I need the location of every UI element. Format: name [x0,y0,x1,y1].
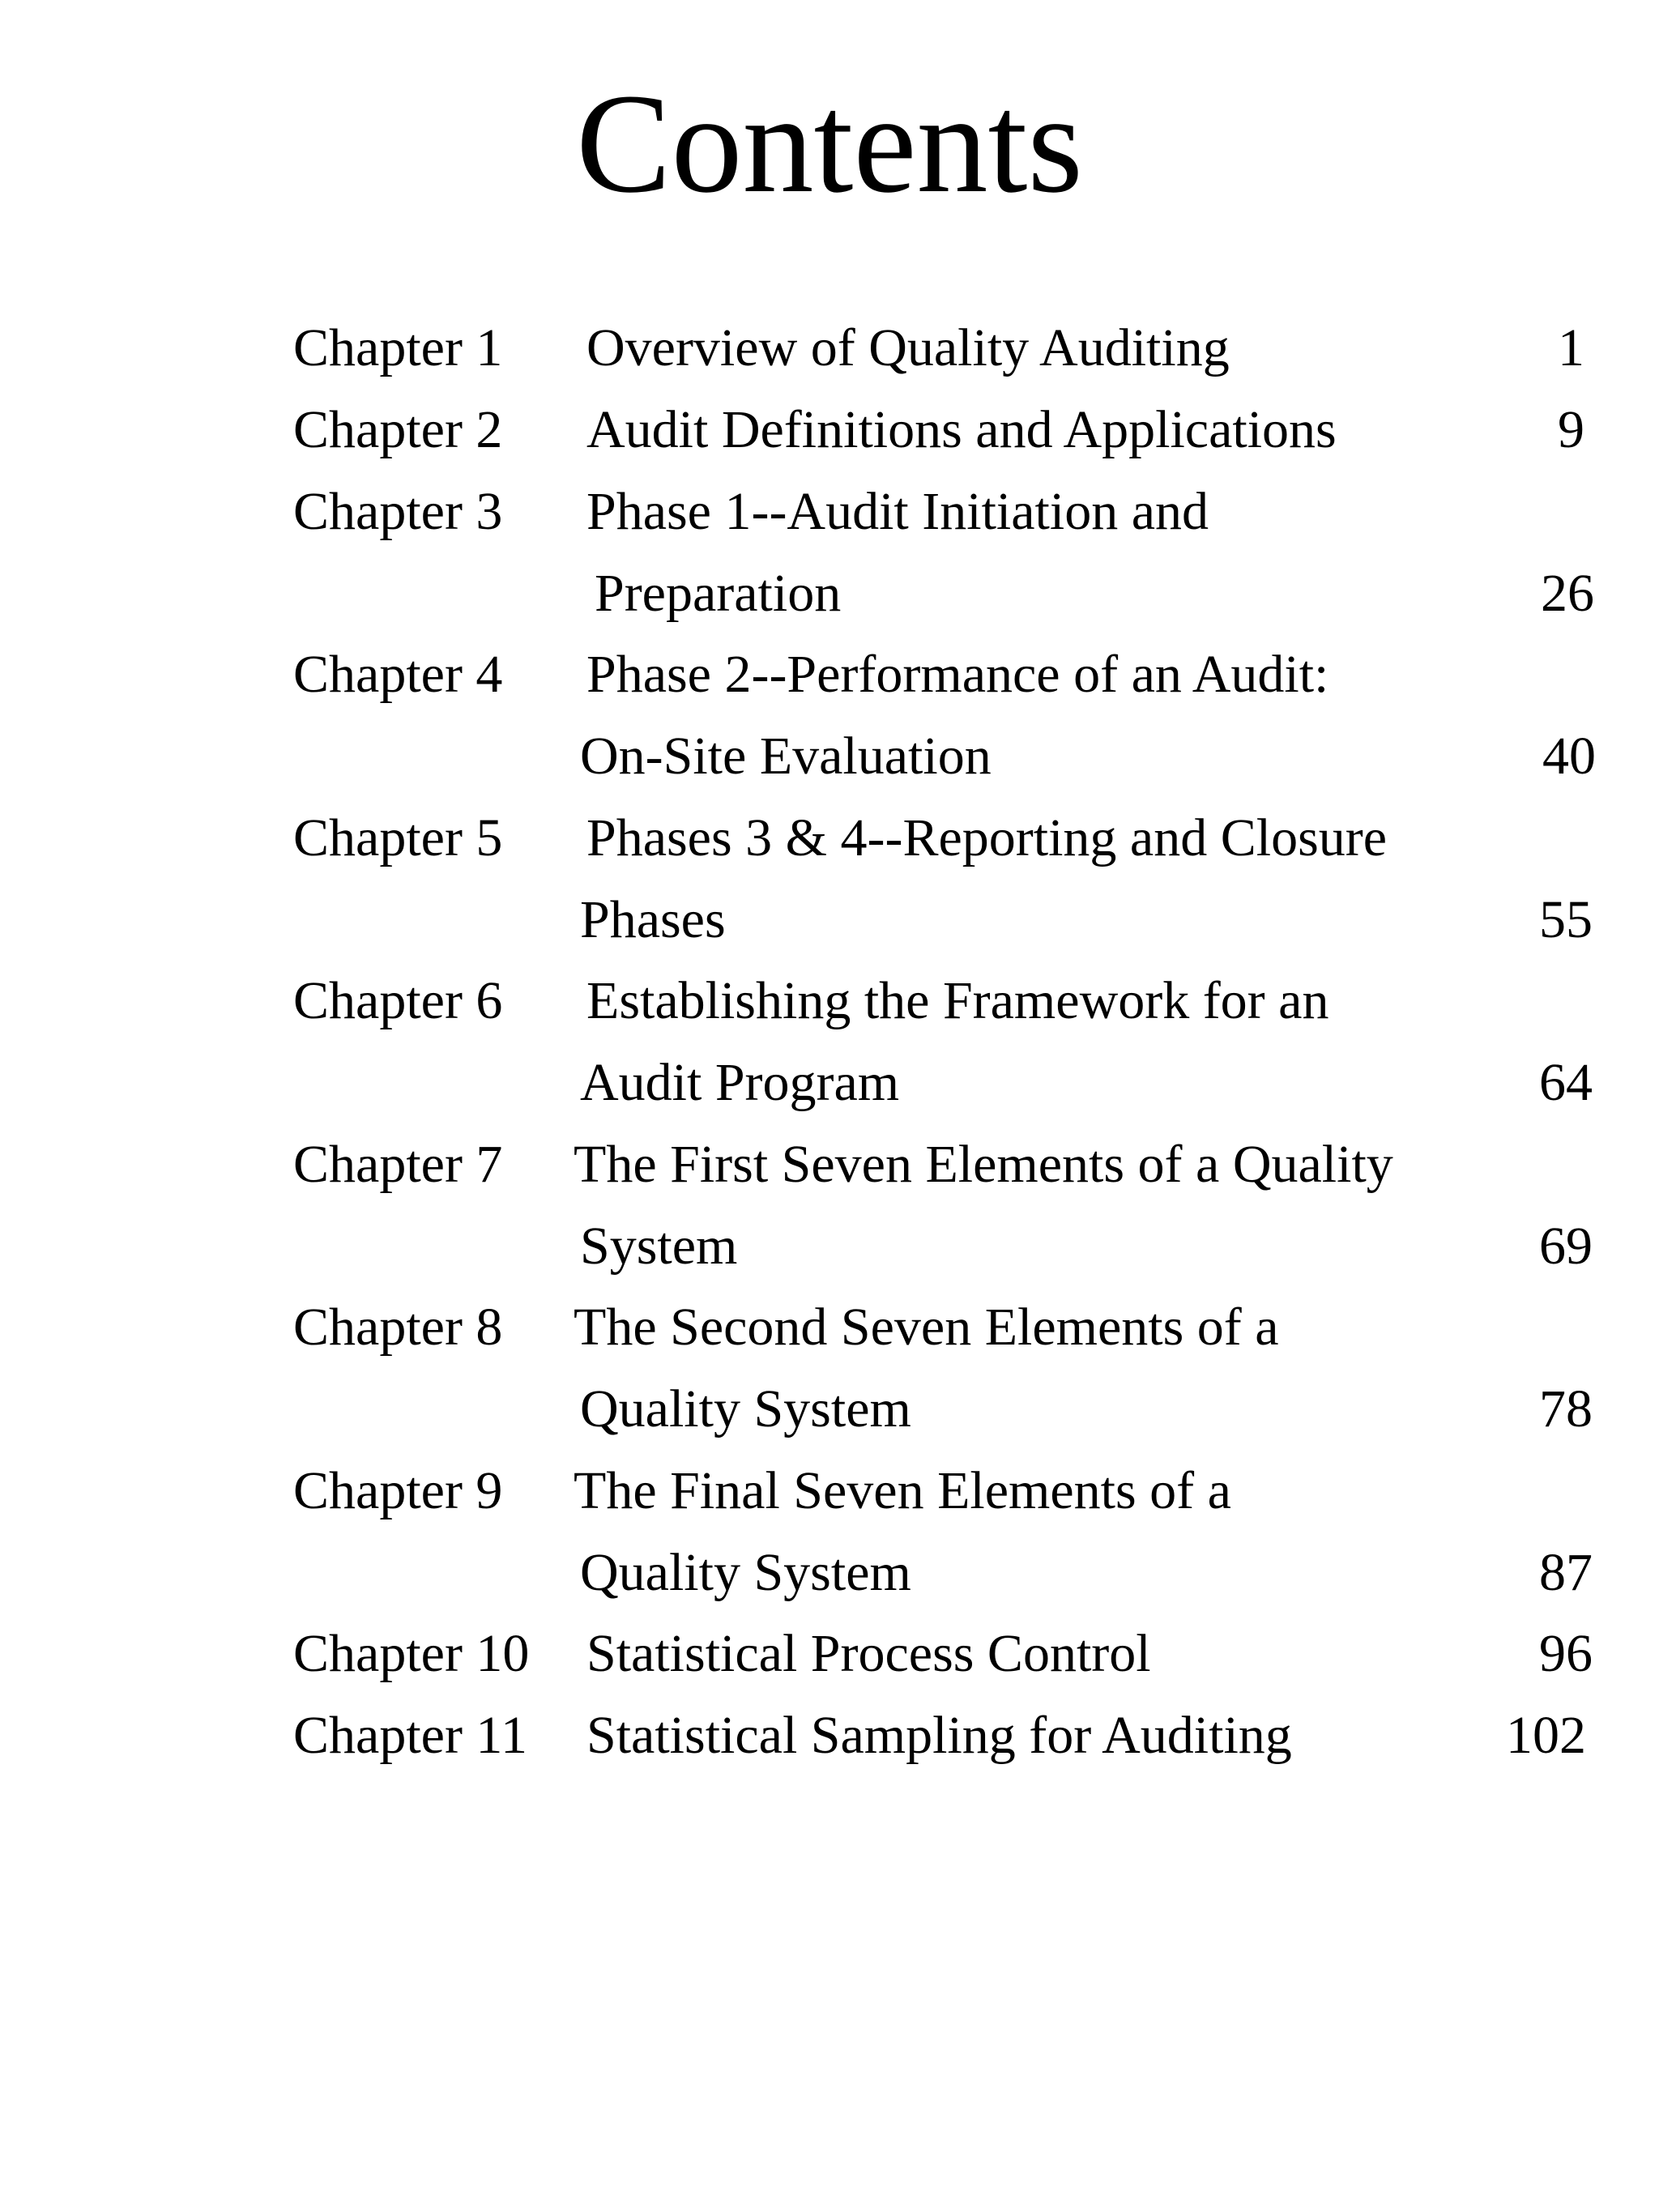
chapter-label: Chapter 10 [293,1624,530,1683]
chapter-title: Phase 1--Audit Initiation and [586,482,1209,541]
chapter-label: Chapter 5 [293,808,503,867]
page-number: 64 [1539,1053,1593,1112]
chapter-title: Statistical Process Control [586,1624,1151,1683]
page-number: 102 [1506,1706,1586,1765]
chapter-title: Overview of Quality Auditing [586,318,1230,377]
chapter-title: The Final Seven Elements of a [574,1461,1231,1520]
page-number: 55 [1539,890,1593,949]
chapter-label: Chapter 2 [293,400,503,459]
chapter-label: Chapter 6 [293,971,503,1030]
chapter-title-continued: On-Site Evaluation [580,727,992,786]
chapter-label: Chapter 1 [293,318,503,377]
page-number: 1 [1558,318,1584,377]
page-number: 96 [1539,1624,1593,1683]
chapter-title-continued: Phases [580,890,726,949]
chapter-title: Phase 2--Performance of an Audit: [586,645,1329,704]
page-number: 26 [1541,564,1594,623]
chapter-title: Phases 3 & 4--Reporting and Closure [586,808,1388,867]
chapter-title: The First Seven Elements of a Quality [574,1135,1393,1194]
chapter-label: Chapter 8 [293,1298,503,1357]
chapter-title-continued: Quality System [580,1543,911,1602]
chapter-title-continued: Preparation [595,564,842,623]
page-number: 69 [1539,1217,1593,1276]
chapter-title-continued: System [580,1217,738,1276]
chapter-label: Chapter 7 [293,1135,503,1194]
chapter-title-continued: Audit Program [580,1053,900,1112]
chapter-label: Chapter 3 [293,482,503,541]
chapter-title: Audit Definitions and Applications [586,400,1337,459]
chapter-title: Statistical Sampling for Auditing [586,1706,1292,1765]
page-title: Contents [576,65,1083,223]
chapter-label: Chapter 4 [293,645,503,704]
page-number: 87 [1539,1543,1593,1602]
chapter-label: Chapter 11 [293,1706,527,1765]
page-number: 40 [1542,727,1596,786]
page-number: 78 [1539,1379,1593,1438]
chapter-label: Chapter 9 [293,1461,503,1520]
page-number: 9 [1558,400,1584,459]
chapter-title: Establishing the Framework for an [586,971,1329,1030]
chapter-title-continued: Quality System [580,1379,911,1438]
chapter-title: The Second Seven Elements of a [574,1298,1279,1357]
